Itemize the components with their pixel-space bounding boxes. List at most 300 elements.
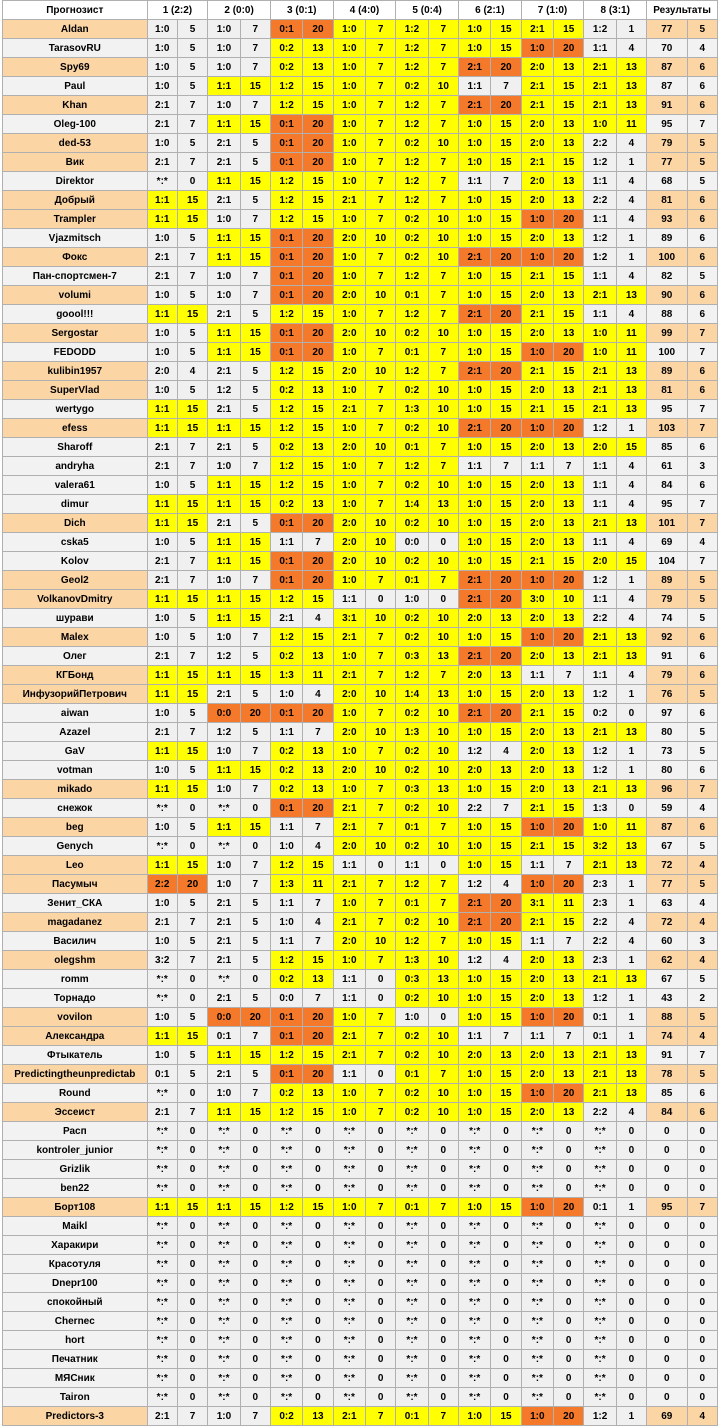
prediction-score: 2:1 <box>333 913 365 932</box>
prediction-points: 0 <box>177 1274 207 1293</box>
table-row <box>3 1388 718 1407</box>
table-row <box>3 1217 718 1236</box>
prediction-score: 2:0 <box>521 438 553 457</box>
prediction-points: 10 <box>428 400 458 419</box>
prediction-points: 7 <box>554 457 584 476</box>
prediction-points: 7 <box>365 248 395 267</box>
prediction-points: 13 <box>554 381 584 400</box>
hits-count: 6 <box>687 628 718 647</box>
prediction-score: 2:1 <box>208 1065 240 1084</box>
prediction-score: 1:0 <box>459 134 491 153</box>
table-row <box>3 400 718 419</box>
prediction-score: 1:0 <box>459 989 491 1008</box>
prediction-points: 7 <box>177 115 207 134</box>
prediction-score: 2:0 <box>459 1046 491 1065</box>
prediction-score: 2:1 <box>584 628 616 647</box>
prediction-points: 20 <box>554 248 584 267</box>
prediction-score: 2:0 <box>521 476 553 495</box>
hits-count: 7 <box>687 1046 718 1065</box>
prediction-points: 10 <box>428 1046 458 1065</box>
prediction-points: 13 <box>554 951 584 970</box>
hits-count: 4 <box>687 39 718 58</box>
prediction-points: 7 <box>428 1198 458 1217</box>
prediction-score: 2:0 <box>521 609 553 628</box>
prediction-points: 15 <box>491 1198 521 1217</box>
prediction-points: 11 <box>616 115 646 134</box>
prediction-points: 10 <box>365 761 395 780</box>
prediction-score: 0:2 <box>270 780 302 799</box>
prediction-points: 20 <box>303 115 333 134</box>
prediction-score: 0:2 <box>270 1084 302 1103</box>
prediction-points: 13 <box>554 58 584 77</box>
prediction-points: 5 <box>240 723 270 742</box>
prediction-points: 1 <box>616 761 646 780</box>
prediction-points: 7 <box>365 571 395 590</box>
prediction-score: 2:1 <box>584 381 616 400</box>
prediction-score: 0:1 <box>270 115 302 134</box>
prediction-points: 7 <box>428 438 458 457</box>
prediction-score: *:* <box>396 1217 428 1236</box>
total-points: 59 <box>647 799 687 818</box>
prediction-points: 13 <box>616 856 646 875</box>
prediction-points: 13 <box>303 780 333 799</box>
table-row <box>3 381 718 400</box>
table-row <box>3 1293 718 1312</box>
prediction-points: 7 <box>240 628 270 647</box>
hits-count: 6 <box>687 58 718 77</box>
prediction-points: 20 <box>491 894 521 913</box>
prediction-points: 0 <box>177 1388 207 1407</box>
prediction-score: 1:1 <box>147 590 177 609</box>
prediction-points: 15 <box>240 476 270 495</box>
prediction-points: 15 <box>554 913 584 932</box>
hits-count: 4 <box>687 533 718 552</box>
prediction-score: 0:2 <box>396 248 428 267</box>
prediction-points: 0 <box>177 1331 207 1350</box>
prediction-score: 2:1 <box>521 837 553 856</box>
prediction-score: *:* <box>333 1160 365 1179</box>
prediction-points: 5 <box>240 400 270 419</box>
total-points: 0 <box>647 1179 687 1198</box>
prediction-points: 5 <box>240 894 270 913</box>
prediction-points: 5 <box>177 761 207 780</box>
prediction-points: 7 <box>240 267 270 286</box>
prediction-score: 1:2 <box>270 172 302 191</box>
prediction-points: 7 <box>554 666 584 685</box>
prediction-score: 1:0 <box>333 381 365 400</box>
prediction-score: *:* <box>521 1160 553 1179</box>
prediction-points: 13 <box>616 780 646 799</box>
prediction-score: 1:0 <box>459 837 491 856</box>
prediction-score: 1:0 <box>270 913 302 932</box>
prediction-points: 0 <box>428 1179 458 1198</box>
prediction-points: 20 <box>303 20 333 39</box>
forecaster-name: FEDODD <box>3 343 148 362</box>
prediction-points: 20 <box>491 590 521 609</box>
prediction-score: 2:0 <box>521 970 553 989</box>
prediction-score: 1:2 <box>270 951 302 970</box>
prediction-points: 15 <box>240 172 270 191</box>
table-row <box>3 153 718 172</box>
prediction-points: 10 <box>428 723 458 742</box>
prediction-points: 7 <box>240 875 270 894</box>
prediction-points: 5 <box>240 913 270 932</box>
hits-count: 5 <box>687 1008 718 1027</box>
prediction-score: 1:0 <box>147 20 177 39</box>
prediction-score: 2:1 <box>208 134 240 153</box>
table-row <box>3 248 718 267</box>
prediction-score: 2:1 <box>333 1046 365 1065</box>
prediction-score: 1:0 <box>333 894 365 913</box>
prediction-points: 7 <box>177 96 207 115</box>
table-row <box>3 799 718 818</box>
prediction-score: 0:0 <box>396 533 428 552</box>
prediction-points: 7 <box>491 457 521 476</box>
forecaster-name: wertygo <box>3 400 148 419</box>
prediction-points: 10 <box>554 590 584 609</box>
prediction-score: 1:2 <box>396 267 428 286</box>
prediction-points: 13 <box>554 609 584 628</box>
prediction-points: 15 <box>616 552 646 571</box>
prediction-score: 1:1 <box>208 343 240 362</box>
prediction-points: 15 <box>491 153 521 172</box>
prediction-points: 4 <box>616 666 646 685</box>
prediction-points: 0 <box>616 1312 646 1331</box>
prediction-points: 13 <box>554 476 584 495</box>
prediction-points: 13 <box>428 685 458 704</box>
prediction-score: 0:2 <box>396 742 428 761</box>
prediction-score: 1:0 <box>208 210 240 229</box>
prediction-points: 4 <box>616 457 646 476</box>
prediction-score: 2:1 <box>208 989 240 1008</box>
prediction-score: 0:1 <box>208 1027 240 1046</box>
prediction-points: 4 <box>616 609 646 628</box>
prediction-score: 1:2 <box>396 96 428 115</box>
prediction-score: 1:1 <box>208 761 240 780</box>
prediction-score: 1:0 <box>270 685 302 704</box>
prediction-points: 10 <box>365 324 395 343</box>
total-points: 87 <box>647 77 687 96</box>
prediction-score: 1:0 <box>459 818 491 837</box>
prediction-score: 1:2 <box>270 96 302 115</box>
total-points: 74 <box>647 609 687 628</box>
prediction-score: *:* <box>208 1331 240 1350</box>
total-points: 79 <box>647 134 687 153</box>
total-points: 99 <box>647 324 687 343</box>
total-points: 100 <box>647 343 687 362</box>
forecaster-name: МЯСник <box>3 1369 148 1388</box>
prediction-points: 0 <box>616 1350 646 1369</box>
hits-count: 5 <box>687 685 718 704</box>
prediction-points: 7 <box>303 932 333 951</box>
prediction-points: 13 <box>303 39 333 58</box>
hits-count: 5 <box>687 837 718 856</box>
prediction-score: *:* <box>208 1255 240 1274</box>
hits-count: 7 <box>687 324 718 343</box>
prediction-points: 15 <box>491 818 521 837</box>
prediction-points: 13 <box>554 495 584 514</box>
forecaster-name: vovilon <box>3 1008 148 1027</box>
prediction-score: 1:0 <box>333 1084 365 1103</box>
prediction-points: 0 <box>554 1141 584 1160</box>
prediction-score: 1:2 <box>396 39 428 58</box>
prediction-score: 2:1 <box>521 305 553 324</box>
prediction-score: 1:2 <box>270 590 302 609</box>
prediction-score: 2:0 <box>333 324 365 343</box>
prediction-score: 1:0 <box>333 1103 365 1122</box>
prediction-points: 13 <box>616 837 646 856</box>
prediction-points: 15 <box>554 77 584 96</box>
prediction-score: 1:1 <box>208 77 240 96</box>
prediction-points: 0 <box>428 1141 458 1160</box>
prediction-points: 20 <box>554 818 584 837</box>
prediction-score: 1:1 <box>584 305 616 324</box>
prediction-score: 2:1 <box>521 20 553 39</box>
prediction-score: *:* <box>147 1084 177 1103</box>
prediction-score: 2:0 <box>521 761 553 780</box>
table-row <box>3 647 718 666</box>
prediction-score: 2:1 <box>521 267 553 286</box>
prediction-points: 4 <box>491 875 521 894</box>
prediction-score: *:* <box>584 1369 616 1388</box>
prediction-score: 1:0 <box>147 229 177 248</box>
total-points: 69 <box>647 1407 687 1426</box>
prediction-points: 0 <box>303 1312 333 1331</box>
prediction-points: 15 <box>240 77 270 96</box>
prediction-points: 20 <box>303 571 333 590</box>
prediction-points: 13 <box>554 685 584 704</box>
prediction-points: 7 <box>177 552 207 571</box>
prediction-points: 5 <box>240 932 270 951</box>
prediction-points: 15 <box>491 476 521 495</box>
prediction-points: 1 <box>616 1008 646 1027</box>
prediction-score: 1:1 <box>584 666 616 685</box>
prediction-score: 1:0 <box>584 324 616 343</box>
prediction-score: 1:0 <box>459 723 491 742</box>
prediction-points: 7 <box>428 267 458 286</box>
prediction-score: 2:0 <box>521 685 553 704</box>
prediction-score: 2:2 <box>584 134 616 153</box>
prediction-score: 1:2 <box>396 457 428 476</box>
prediction-points: 7 <box>240 457 270 476</box>
total-points: 85 <box>647 1084 687 1103</box>
prediction-points: 13 <box>554 1103 584 1122</box>
prediction-points: 0 <box>616 1236 646 1255</box>
prediction-score: 2:1 <box>459 419 491 438</box>
prediction-score: 1:1 <box>584 210 616 229</box>
prediction-score: 2:1 <box>208 894 240 913</box>
prediction-score: 0:1 <box>396 1198 428 1217</box>
prediction-points: 7 <box>428 305 458 324</box>
prediction-score: 0:2 <box>396 381 428 400</box>
total-points: 77 <box>647 20 687 39</box>
prediction-score: *:* <box>147 1217 177 1236</box>
total-points: 0 <box>647 1388 687 1407</box>
prediction-score: 0:1 <box>270 248 302 267</box>
prediction-points: 20 <box>491 571 521 590</box>
prediction-score: *:* <box>584 1274 616 1293</box>
prediction-score: 1:0 <box>459 153 491 172</box>
forecaster-name: Grizlik <box>3 1160 148 1179</box>
prediction-score: 1:0 <box>147 609 177 628</box>
prediction-points: 15 <box>491 134 521 153</box>
prediction-score: 0:1 <box>584 1027 616 1046</box>
prediction-points: 0 <box>240 1331 270 1350</box>
prediction-score: 1:0 <box>147 476 177 495</box>
prediction-points: 13 <box>554 438 584 457</box>
prediction-score: 2:0 <box>459 609 491 628</box>
prediction-points: 0 <box>240 1122 270 1141</box>
prediction-points: 20 <box>491 913 521 932</box>
prediction-score: 1:0 <box>459 514 491 533</box>
prediction-points: 7 <box>428 362 458 381</box>
forecaster-name: dimur <box>3 495 148 514</box>
forecaster-name: Predictors-3 <box>3 1407 148 1426</box>
prediction-points: 0 <box>177 1255 207 1274</box>
table-row <box>3 856 718 875</box>
prediction-score: *:* <box>584 1293 616 1312</box>
prediction-points: 0 <box>491 1160 521 1179</box>
total-points: 68 <box>647 172 687 191</box>
prediction-points: 7 <box>365 875 395 894</box>
prediction-score: *:* <box>208 970 240 989</box>
forecaster-name: andryha <box>3 457 148 476</box>
prediction-score: 2:1 <box>459 894 491 913</box>
prediction-score: 2:1 <box>459 704 491 723</box>
prediction-points: 7 <box>428 39 458 58</box>
prediction-points: 10 <box>428 913 458 932</box>
prediction-points: 0 <box>554 1255 584 1274</box>
table-row <box>3 191 718 210</box>
prediction-score: *:* <box>584 1217 616 1236</box>
prediction-points: 0 <box>491 1179 521 1198</box>
prediction-points: 0 <box>554 1388 584 1407</box>
prediction-points: 5 <box>177 628 207 647</box>
prediction-score: 2:1 <box>147 153 177 172</box>
prediction-score: 1:1 <box>208 419 240 438</box>
prediction-score: 2:0 <box>521 742 553 761</box>
prediction-points: 15 <box>240 229 270 248</box>
prediction-score: *:* <box>584 1122 616 1141</box>
prediction-score: 1:2 <box>270 191 302 210</box>
prediction-score: 2:1 <box>208 685 240 704</box>
prediction-points: 7 <box>365 305 395 324</box>
prediction-score: 2:1 <box>584 1084 616 1103</box>
hits-count: 0 <box>687 1293 718 1312</box>
prediction-score: *:* <box>333 1179 365 1198</box>
prediction-points: 15 <box>491 191 521 210</box>
prediction-points: 15 <box>554 552 584 571</box>
prediction-points: 20 <box>303 514 333 533</box>
hits-count: 4 <box>687 799 718 818</box>
prediction-score: 1:0 <box>147 894 177 913</box>
prediction-score: 2:0 <box>584 438 616 457</box>
prediction-score: 1:0 <box>521 571 553 590</box>
prediction-points: 13 <box>616 58 646 77</box>
prediction-points: 5 <box>177 894 207 913</box>
prediction-score: 2:1 <box>333 818 365 837</box>
forecaster-name: aiwan <box>3 704 148 723</box>
prediction-score: 1:1 <box>333 1065 365 1084</box>
prediction-score: 2:0 <box>459 666 491 685</box>
hits-count: 7 <box>687 552 718 571</box>
prediction-points: 15 <box>554 20 584 39</box>
prediction-score: *:* <box>584 1179 616 1198</box>
prediction-score: 0:2 <box>270 58 302 77</box>
prediction-score: *:* <box>208 1217 240 1236</box>
prediction-points: 0 <box>428 1331 458 1350</box>
prediction-score: 1:1 <box>208 1046 240 1065</box>
prediction-points: 10 <box>365 514 395 533</box>
prediction-score: *:* <box>208 1369 240 1388</box>
prediction-score: 0:2 <box>270 742 302 761</box>
prediction-points: 0 <box>616 1160 646 1179</box>
prediction-points: 13 <box>554 172 584 191</box>
prediction-score: 1:2 <box>270 856 302 875</box>
prediction-points: 13 <box>554 115 584 134</box>
prediction-points: 15 <box>177 742 207 761</box>
prediction-score: 2:0 <box>521 989 553 1008</box>
prediction-points: 1 <box>616 951 646 970</box>
prediction-score: *:* <box>147 989 177 1008</box>
table-row <box>3 1407 718 1426</box>
prediction-points: 15 <box>491 229 521 248</box>
prediction-score: 1:2 <box>584 1407 616 1426</box>
prediction-points: 1 <box>616 685 646 704</box>
prediction-points: 0 <box>177 970 207 989</box>
prediction-score: 0:1 <box>396 438 428 457</box>
prediction-points: 20 <box>491 96 521 115</box>
prediction-score: 1:1 <box>584 533 616 552</box>
prediction-points: 15 <box>491 495 521 514</box>
prediction-points: 0 <box>554 1236 584 1255</box>
prediction-points: 13 <box>303 970 333 989</box>
prediction-points: 4 <box>616 1103 646 1122</box>
prediction-score: 2:1 <box>147 723 177 742</box>
total-points: 0 <box>647 1255 687 1274</box>
prediction-points: 15 <box>177 590 207 609</box>
prediction-points: 15 <box>303 856 333 875</box>
prediction-score: 1:2 <box>584 685 616 704</box>
prediction-points: 5 <box>177 39 207 58</box>
prediction-score: 1:0 <box>521 628 553 647</box>
prediction-points: 10 <box>428 837 458 856</box>
prediction-score: 1:0 <box>521 343 553 362</box>
prediction-score: 2:0 <box>333 362 365 381</box>
prediction-score: 1:0 <box>147 1046 177 1065</box>
prediction-points: 0 <box>616 1388 646 1407</box>
prediction-points: 7 <box>177 248 207 267</box>
prediction-score: *:* <box>584 1141 616 1160</box>
prediction-score: *:* <box>521 1388 553 1407</box>
prediction-points: 13 <box>303 742 333 761</box>
prediction-score: *:* <box>147 1122 177 1141</box>
total-points: 82 <box>647 267 687 286</box>
prediction-points: 0 <box>616 799 646 818</box>
prediction-score: 1:2 <box>208 381 240 400</box>
prediction-score: 2:1 <box>147 1407 177 1426</box>
table-row <box>3 837 718 856</box>
table-row <box>3 742 718 761</box>
prediction-score: 2:1 <box>521 704 553 723</box>
prediction-points: 13 <box>616 286 646 305</box>
prediction-points: 1 <box>616 1198 646 1217</box>
prediction-score: 1:1 <box>521 932 553 951</box>
prediction-points: 15 <box>240 1046 270 1065</box>
table-row <box>3 1046 718 1065</box>
forecaster-name: Добрый <box>3 191 148 210</box>
prediction-points: 0 <box>365 1274 395 1293</box>
